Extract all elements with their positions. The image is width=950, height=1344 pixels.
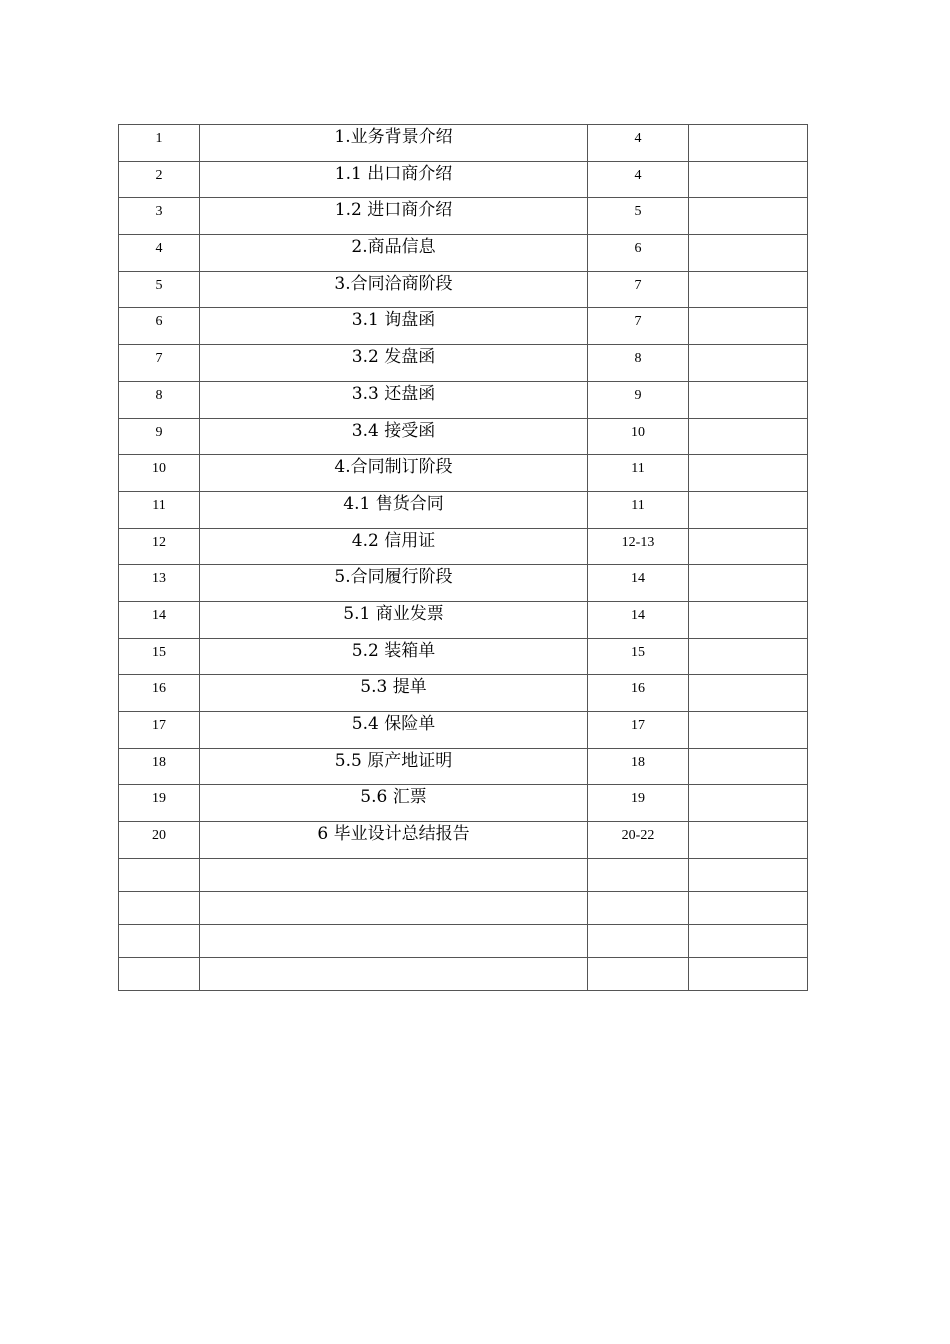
- note-cell: [689, 271, 808, 308]
- page-number: 15: [588, 638, 689, 675]
- note-cell: [689, 858, 808, 891]
- table-row: [119, 712, 808, 749]
- page-number: 11: [588, 455, 689, 492]
- page-number: 7: [588, 271, 689, 308]
- note-cell: [689, 638, 808, 675]
- note-cell: [689, 785, 808, 822]
- row-index: 9: [119, 418, 200, 455]
- note-cell: [689, 528, 808, 565]
- section-title: 6 毕业设计总结报告: [200, 822, 588, 859]
- row-index: 20: [119, 822, 200, 859]
- note-cell: [689, 418, 808, 455]
- table-row: [119, 601, 808, 638]
- note-cell: [689, 957, 808, 990]
- table-row: [119, 491, 808, 528]
- page-number: 17: [588, 712, 689, 749]
- section-title: 3.合同洽商阶段: [200, 271, 588, 308]
- note-cell: [689, 308, 808, 345]
- section-title: 5.4 保险单: [200, 712, 588, 749]
- table-row: [119, 271, 808, 308]
- section-title: 5.3 提单: [200, 675, 588, 712]
- table-row: [119, 455, 808, 492]
- note-cell: [689, 675, 808, 712]
- section-title: 1.2 进口商介绍: [200, 198, 588, 235]
- empty-table-row: [119, 957, 808, 990]
- page-number: 8: [588, 345, 689, 382]
- row-index: [119, 924, 200, 957]
- section-title: 5.5 原产地证明: [200, 748, 588, 785]
- row-index: 17: [119, 712, 200, 749]
- table-row: [119, 308, 808, 345]
- section-title: [200, 957, 588, 990]
- empty-table-row: [119, 858, 808, 891]
- section-title: 5.2 装箱单: [200, 638, 588, 675]
- page-number: 6: [588, 235, 689, 272]
- note-cell: [689, 822, 808, 859]
- page-number: 11: [588, 491, 689, 528]
- section-title: 1.业务背景介绍: [200, 125, 588, 162]
- page-number: 14: [588, 565, 689, 602]
- empty-table-row: [119, 924, 808, 957]
- table-row: [119, 345, 808, 382]
- table-row: [119, 161, 808, 198]
- page-number: 20-22: [588, 822, 689, 859]
- table-row: [119, 125, 808, 162]
- page-number: 19: [588, 785, 689, 822]
- section-title: 5.6 汇票: [200, 785, 588, 822]
- row-index: 19: [119, 785, 200, 822]
- row-index: 5: [119, 271, 200, 308]
- row-index: 10: [119, 455, 200, 492]
- page-number: 9: [588, 381, 689, 418]
- row-index: 3: [119, 198, 200, 235]
- section-title: [200, 858, 588, 891]
- page-number: [588, 891, 689, 924]
- note-cell: [689, 924, 808, 957]
- section-title: [200, 924, 588, 957]
- section-title: 5.合同履行阶段: [200, 565, 588, 602]
- note-cell: [689, 601, 808, 638]
- note-cell: [689, 455, 808, 492]
- table-row: [119, 748, 808, 785]
- page-number: 5: [588, 198, 689, 235]
- note-cell: [689, 125, 808, 162]
- section-title: 1.1 出口商介绍: [200, 161, 588, 198]
- row-index: 7: [119, 345, 200, 382]
- note-cell: [689, 161, 808, 198]
- page-number: [588, 957, 689, 990]
- row-index: [119, 957, 200, 990]
- page-number: 7: [588, 308, 689, 345]
- table-row: [119, 528, 808, 565]
- section-title: 4.合同制订阶段: [200, 455, 588, 492]
- table-row: [119, 565, 808, 602]
- page-number: 4: [588, 161, 689, 198]
- section-title: 3.1 询盘函: [200, 308, 588, 345]
- row-index: 11: [119, 491, 200, 528]
- row-index: 13: [119, 565, 200, 602]
- page-number: 14: [588, 601, 689, 638]
- table-row: [119, 638, 808, 675]
- row-index: 4: [119, 235, 200, 272]
- table-row: [119, 381, 808, 418]
- row-index: [119, 891, 200, 924]
- note-cell: [689, 235, 808, 272]
- table-row: [119, 785, 808, 822]
- row-index: [119, 858, 200, 891]
- page-number: 16: [588, 675, 689, 712]
- section-title: 5.1 商业发票: [200, 601, 588, 638]
- row-index: 1: [119, 125, 200, 162]
- row-index: 8: [119, 381, 200, 418]
- row-index: 14: [119, 601, 200, 638]
- row-index: 15: [119, 638, 200, 675]
- section-title: 4.1 售货合同: [200, 491, 588, 528]
- note-cell: [689, 748, 808, 785]
- note-cell: [689, 891, 808, 924]
- note-cell: [689, 345, 808, 382]
- page-number: 18: [588, 748, 689, 785]
- page-number: [588, 858, 689, 891]
- contents-table: [118, 124, 808, 991]
- note-cell: [689, 712, 808, 749]
- note-cell: [689, 198, 808, 235]
- section-title: 3.4 接受函: [200, 418, 588, 455]
- row-index: 2: [119, 161, 200, 198]
- page-number: [588, 924, 689, 957]
- note-cell: [689, 491, 808, 528]
- note-cell: [689, 381, 808, 418]
- page-number: 12-13: [588, 528, 689, 565]
- note-cell: [689, 565, 808, 602]
- table-row: [119, 675, 808, 712]
- page-number: 10: [588, 418, 689, 455]
- page-number: 4: [588, 125, 689, 162]
- table-row: [119, 418, 808, 455]
- section-title: 2.商品信息: [200, 235, 588, 272]
- row-index: 16: [119, 675, 200, 712]
- table-row: [119, 235, 808, 272]
- section-title: 3.2 发盘函: [200, 345, 588, 382]
- table-row: [119, 822, 808, 859]
- section-title: [200, 891, 588, 924]
- row-index: 18: [119, 748, 200, 785]
- row-index: 6: [119, 308, 200, 345]
- empty-table-row: [119, 891, 808, 924]
- contents-table-body: [119, 125, 808, 991]
- section-title: 4.2 信用证: [200, 528, 588, 565]
- table-row: [119, 198, 808, 235]
- section-title: 3.3 还盘函: [200, 381, 588, 418]
- row-index: 12: [119, 528, 200, 565]
